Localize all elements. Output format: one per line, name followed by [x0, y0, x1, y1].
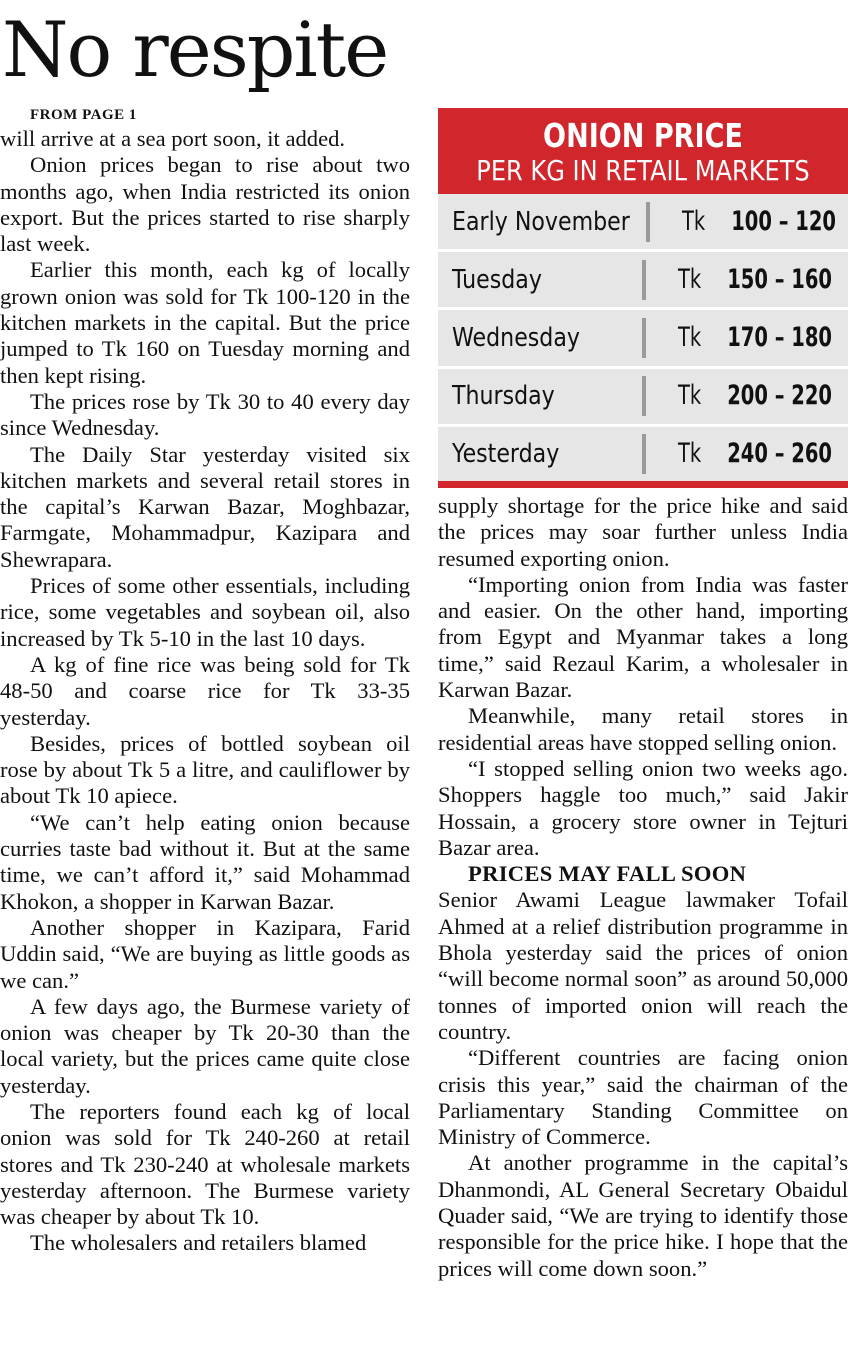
onion-price-box	[438, 108, 848, 488]
paragraph: will arrive at a sea port soon, it added.	[0, 126, 346, 151]
paragraph: Besides, prices of bottled soybean oil rose by about Tk 5 a litre, and cauliflower by about Tk 10 apiece.	[0, 730, 410, 809]
paragraph: “I stopped selling onion two weeks ago. Shoppers haggle too much,” said Jakir Hossain, a grocery store owner in Tejturi Bazar area.	[438, 755, 848, 860]
paragraph: The wholesalers and retailers blamed	[30, 1230, 367, 1256]
paragraph: The Daily Star yesterday visited six kitchen markets and several retail stores in the capital’s Karwan Bazar, Moghbazar, Farmgate, Mohammadpur, Kazipara and Shewrapara.	[0, 441, 410, 572]
paragraph: “We can’t help eating onion because curries taste bad without it. But at the same time, we can’t afford it,” said Mohammad Khokon, a shopper in Karwan Bazar.	[0, 809, 410, 914]
price-value: Tk 100 – 120	[681, 205, 836, 237]
price-value: Tk 150 – 160	[678, 263, 832, 295]
paragraph: Senior Awami League lawmaker Tofail Ahmed at a relief distribution programme in Bhola yesterday said the prices of onion “will become normal soon” as around 50,000 tonnes of imported onion will reach the country.	[438, 887, 848, 1044]
paragraph: At another programme in the capital’s Dhanmondi, AL General Secretary Obaidul Quader said, “We are trying to identify those responsible for the price hike. I hope that the prices will come down soon.”	[438, 1150, 848, 1281]
paragraph: Onion prices began to rise about two months ago, when India restricted its onion export. But the prices started to rise sharply last week.	[0, 152, 410, 257]
price-day: Early November	[438, 202, 650, 242]
price-table	[438, 194, 848, 482]
paragraph: The reporters found each kg of local onion was sold for Tk 240-260 at retail stores and Tk 230-240 at wholesale markets yesterday afternoon. The Burmese variety was cheaper by about Tk 10.	[0, 1098, 410, 1230]
price-box-subtitle: PER KG IN RETAIL MARKETS	[476, 154, 810, 187]
price-row	[438, 194, 848, 252]
price-value: Tk 170 – 180	[678, 321, 832, 353]
left-column	[0, 104, 410, 1257]
price-row	[438, 427, 848, 482]
paragraph: “Different countries are facing onion crisis this year,” said the chairman of the Parliamentary Standing Committee on Ministry of Commerce.	[438, 1045, 848, 1150]
subheading: PRICES MAY FALL SOON	[468, 861, 747, 887]
price-value: Tk 240 – 260	[678, 438, 832, 470]
price-row	[438, 369, 848, 427]
price-value: Tk 200 – 220	[678, 380, 832, 412]
price-box-title: ONION PRICE	[543, 116, 743, 155]
paragraph: A kg of fine rice was being sold for Tk 48-50 and coarse rice for Tk 33-35 yesterday.	[0, 651, 410, 730]
paragraph: Another shopper in Kazipara, Farid Uddin said, “We are buying as little goods as we can.”	[0, 914, 410, 993]
paragraph: A few days ago, the Burmese variety of onion was cheaper by Tk 20-30 than the local variety, but the prices came quite close yesterday.	[0, 993, 410, 1098]
price-box-header	[438, 108, 848, 194]
paragraph: Prices of some other essentials, including rice, some vegetables and soybean oil, also increased by Tk 5-10 in the last 10 days.	[0, 573, 410, 651]
price-box-bottom-rule	[438, 481, 848, 488]
paragraph: The prices rose by Tk 30 to 40 every day since Wednesday.	[0, 388, 410, 441]
paragraph: “Importing onion from India was faster and easier. On the other hand, importing from Egypt and Myanmar takes a long time,” said Rezaul Karim, a wholesaler in Karwan Bazar.	[438, 571, 848, 703]
price-day: Wednesday	[438, 318, 646, 358]
continuation-kicker: FROM PAGE 1	[30, 107, 137, 123]
price-day: Thursday	[438, 376, 646, 416]
paragraph: Earlier this month, each kg of locally grown onion was sold for Tk 100-120 in the kitchen markets in the capital. But the price jumped to Tk 160 on Tuesday morning and then kept rising.	[0, 257, 410, 388]
paragraph: Meanwhile, many retail stores in residential areas have stopped selling onion.	[438, 703, 848, 755]
headline: No respite	[2, 5, 388, 94]
paragraph: supply shortage for the price hike and said the prices may soar further unless India resumed exporting onion.	[438, 493, 848, 571]
price-row	[438, 252, 848, 310]
right-column	[438, 493, 848, 1282]
price-row	[438, 310, 848, 368]
price-day: Yesterday	[438, 434, 646, 474]
price-day: Tuesday	[438, 260, 646, 300]
